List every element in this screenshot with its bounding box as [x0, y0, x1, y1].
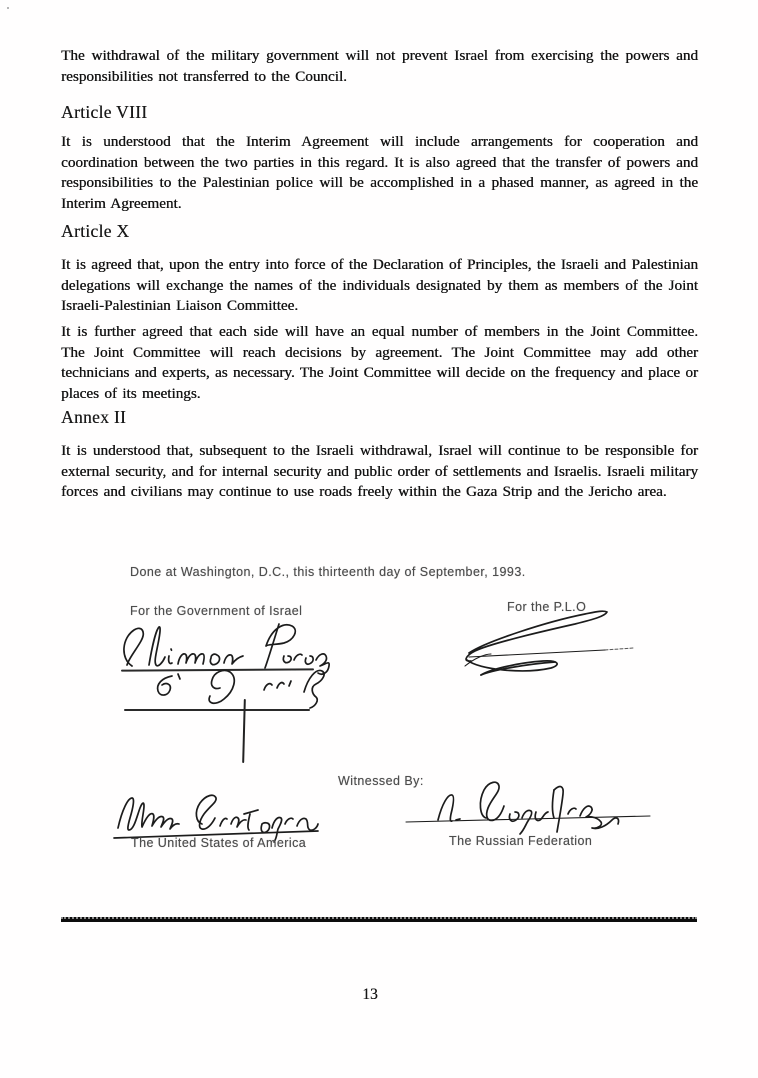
- plo-signatory-label: For the P.L.O: [507, 600, 587, 614]
- israel-signature-line-2: [124, 709, 310, 711]
- russia-signatory-label: The Russian Federation: [449, 834, 593, 848]
- israel-signatory-label: For the Government of Israel: [130, 604, 303, 618]
- usa-signatory-label: The United States of America: [131, 836, 307, 850]
- paragraph-liaison-committee: It is agreed that, upon the entry into force of the Declaration of Principles, the Israeli and Palestinian delegations will exchange the names of the individuals designated by them as members of the Joint Israeli-Palestinian Liaison Committee.: [61, 256, 698, 315]
- paragraph-withdrawal: The withdrawal of the military government will not prevent Israel from exercising the powers and responsibilities not transferred to the Council.: [61, 47, 698, 85]
- heading-article-x: Article X: [61, 221, 130, 241]
- page-number: 13: [362, 986, 378, 1003]
- paragraph-security: It is understood that, subsequent to the Israeli withdrawal, Israel will continue to be responsible for external security, and for internal security and public order of settlements and Israelis. Israeli military forces and civilians may continue to use roads freely within the Gaza Strip and the Jericho area.: [61, 442, 698, 501]
- paragraph-interim-agreement: It is understood that the Interim Agreement will include arrangements for cooperation and coordination between the two parties in this regard. It is also agreed that the transfer of powers and responsibilities to the Palestinian police will be accomplished in a phased manner, as agreed in the Interim Agreement.: [61, 133, 698, 213]
- heading-article-viii: Article VIII: [61, 102, 148, 122]
- heading-annex-ii: Annex II: [61, 407, 127, 427]
- witnessed-by-label: Witnessed By:: [338, 774, 424, 788]
- plo-signature: [455, 598, 655, 688]
- israel-signature-vertical-stroke: [242, 699, 246, 763]
- done-at-line: Done at Washington, D.C., this thirteenth day of September, 1993.: [130, 565, 526, 579]
- paragraph-joint-committee: It is further agreed that each side will have an equal number of members in the Joint Committee. The Joint Committee will reach decisions by agreement. The Joint Committee may add other technicians and experts, as necessary. The Joint Committee will decide on the frequency and place or places of its meetings.: [61, 323, 698, 403]
- scan-speckle: [7, 7, 9, 9]
- footer-rule: [61, 917, 697, 922]
- kozyrev-signature: [402, 776, 654, 838]
